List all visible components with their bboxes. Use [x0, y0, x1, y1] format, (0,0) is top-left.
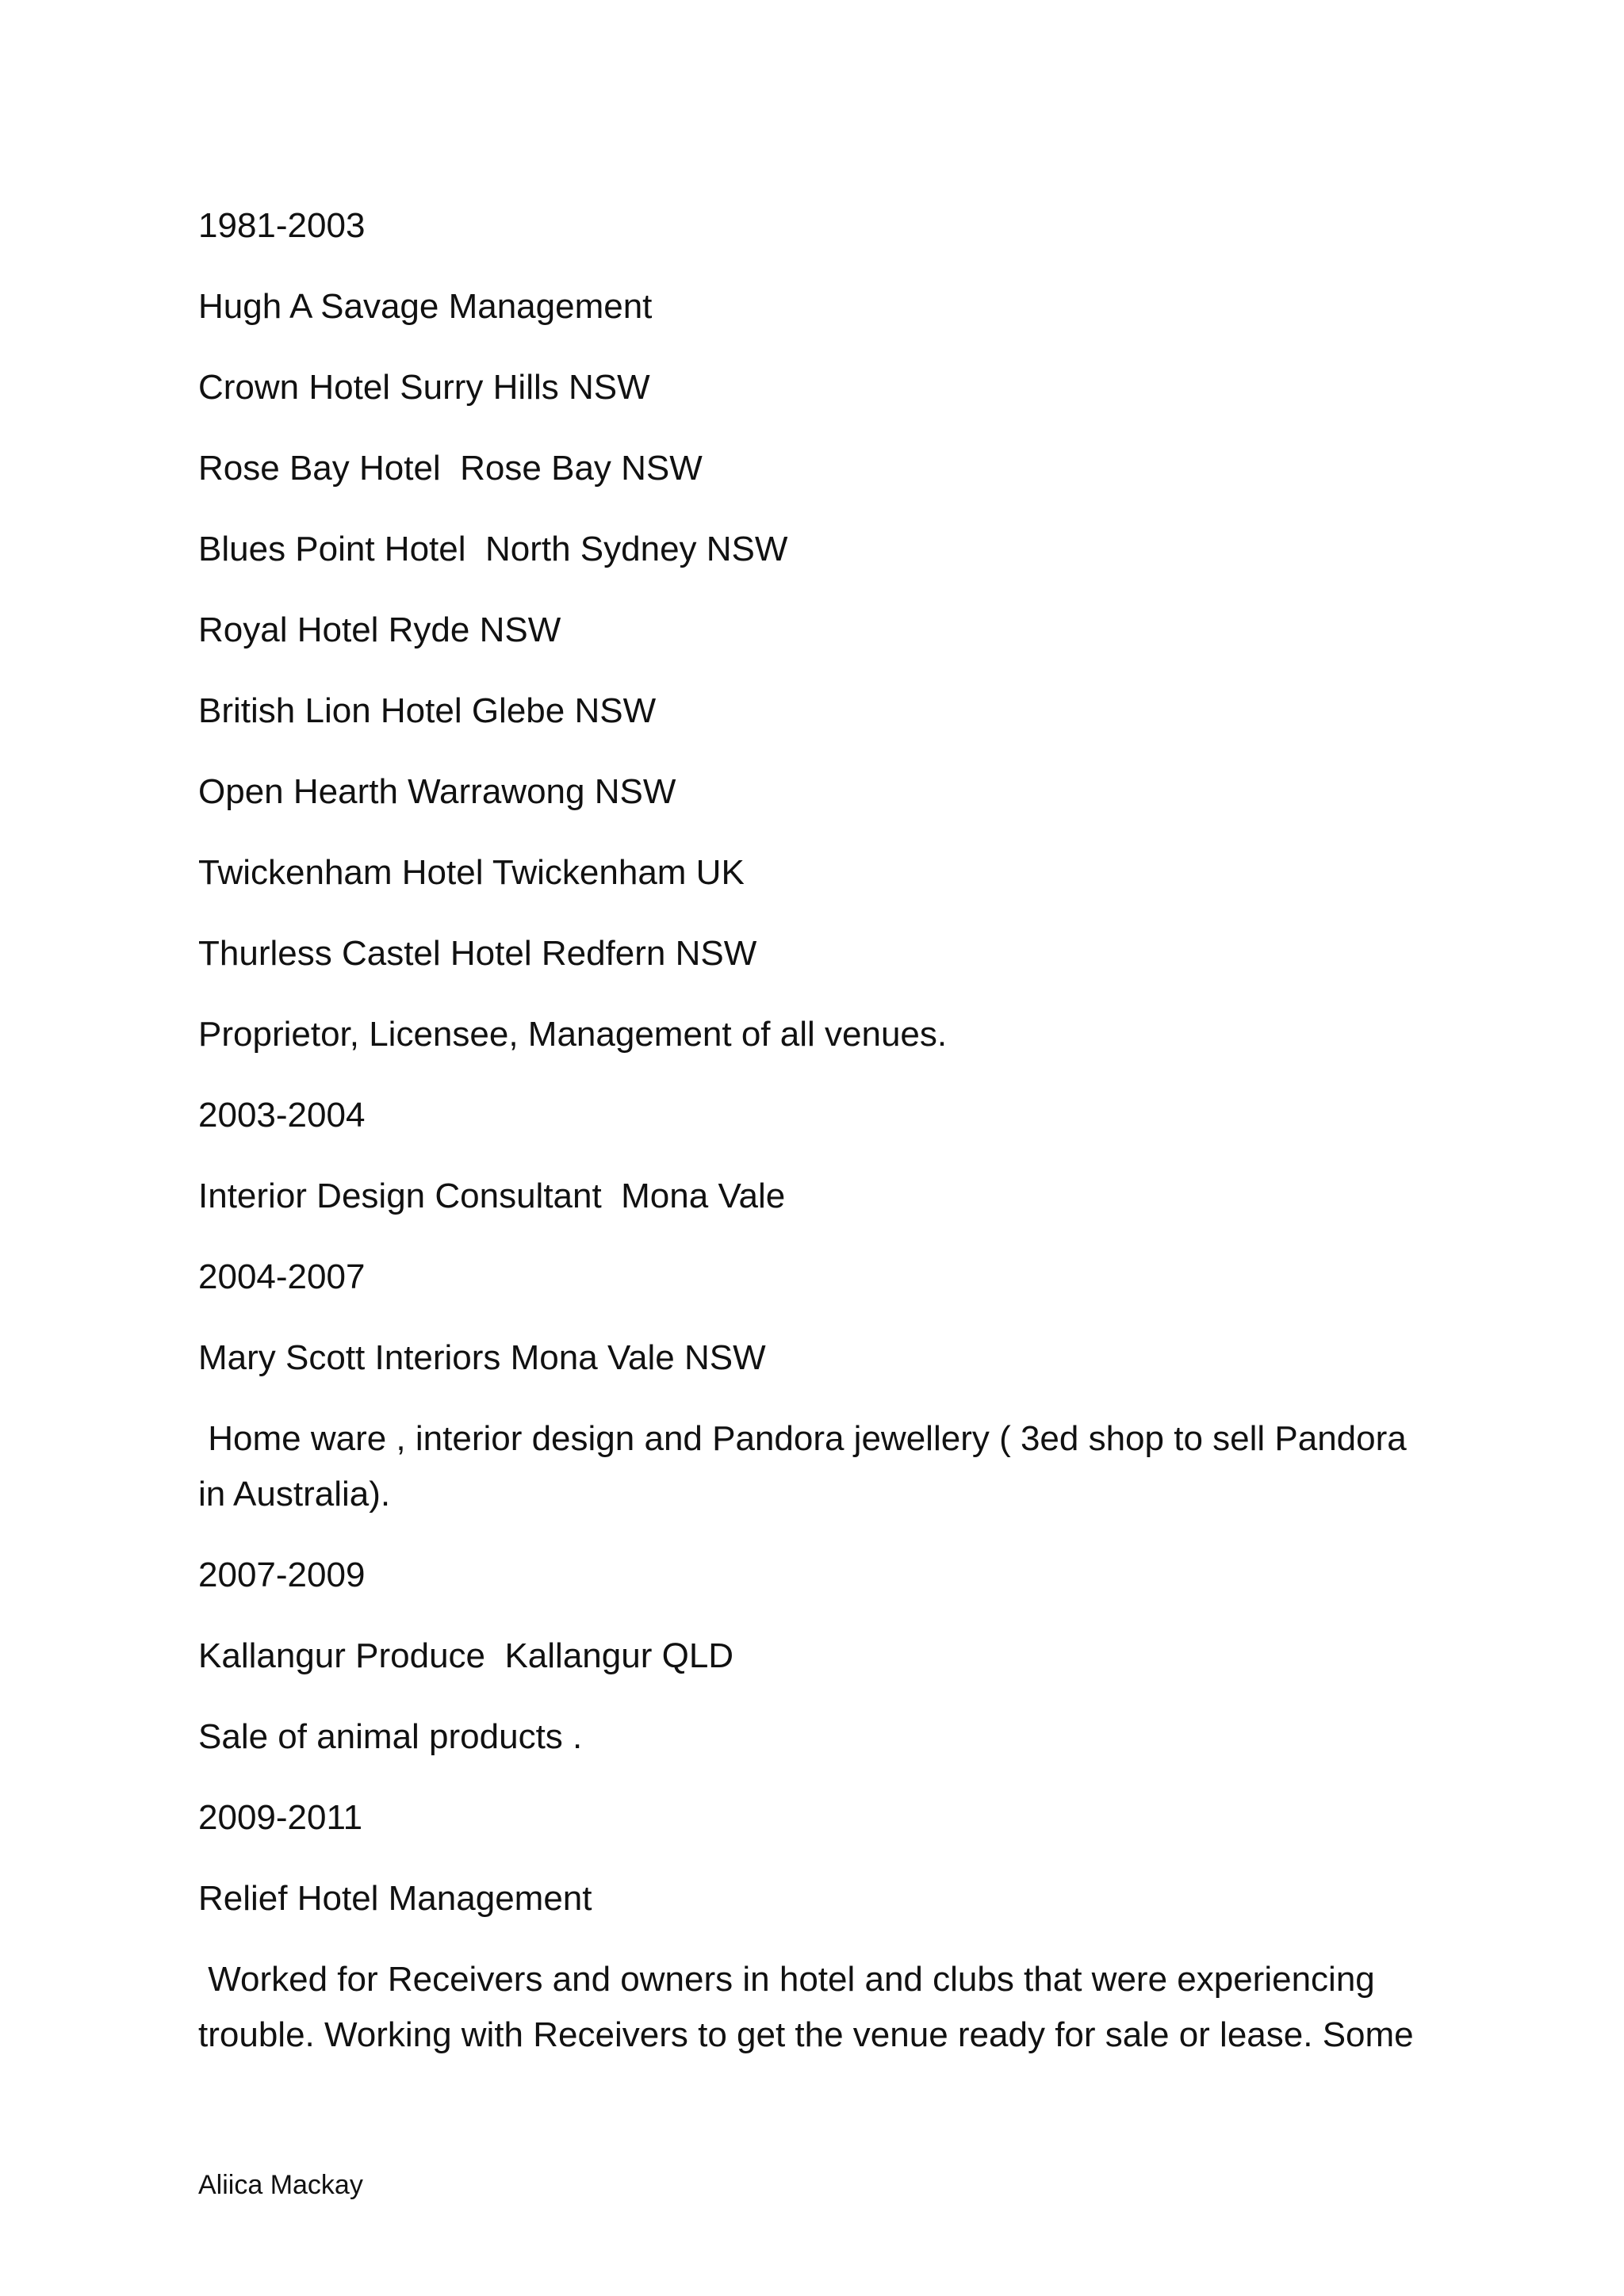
document-body [198, 198, 1435, 2088]
venue-line: Twickenham Hotel Twickenham UK [198, 853, 745, 892]
business-line: Mary Scott Interiors Mona Vale NSW [198, 1338, 766, 1377]
role-description: Proprietor, Licensee, Management of all venues. [198, 1015, 948, 1054]
period-1981-2003: 1981-2003 [198, 206, 366, 245]
employer-name: Hugh A Savage Management [198, 287, 653, 326]
period-2004-2007: 2004-2007 [198, 1257, 366, 1296]
period-2009-2011: 2009-2011 [198, 1798, 363, 1837]
business-line: Kallangur Produce Kallangur QLD [198, 1636, 734, 1675]
position-line: Interior Design Consultant Mona Vale [198, 1177, 786, 1215]
venue-line: Open Hearth Warrawong NSW [198, 772, 676, 811]
page-footer-author: Aliica Mackay [198, 2170, 363, 2200]
venue-line: Blues Point Hotel North Sydney NSW [198, 530, 788, 568]
business-description: Sale of animal products . [198, 1717, 583, 1756]
venue-line: Royal Hotel Ryde NSW [198, 610, 561, 649]
venue-line: Rose Bay Hotel Rose Bay NSW [198, 449, 703, 488]
position-line: Relief Hotel Management [198, 1879, 592, 1918]
role-description: Worked for Receivers and owners in hotel and clubs that were experiencing trouble. Working with Receivers to get the venue ready for sale or lease. Some [198, 1960, 1414, 2054]
venue-line: British Lion Hotel Glebe NSW [198, 691, 657, 730]
business-description: Home ware , interior design and Pandora jewellery ( 3ed shop to sell Pandora in Australia). [198, 1419, 1416, 1513]
period-2007-2009: 2007-2009 [198, 1556, 366, 1594]
period-2003-2004: 2003-2004 [198, 1096, 366, 1135]
venue-line: Crown Hotel Surry Hills NSW [198, 368, 650, 407]
venue-line: Thurless Castel Hotel Redfern NSW [198, 934, 757, 973]
